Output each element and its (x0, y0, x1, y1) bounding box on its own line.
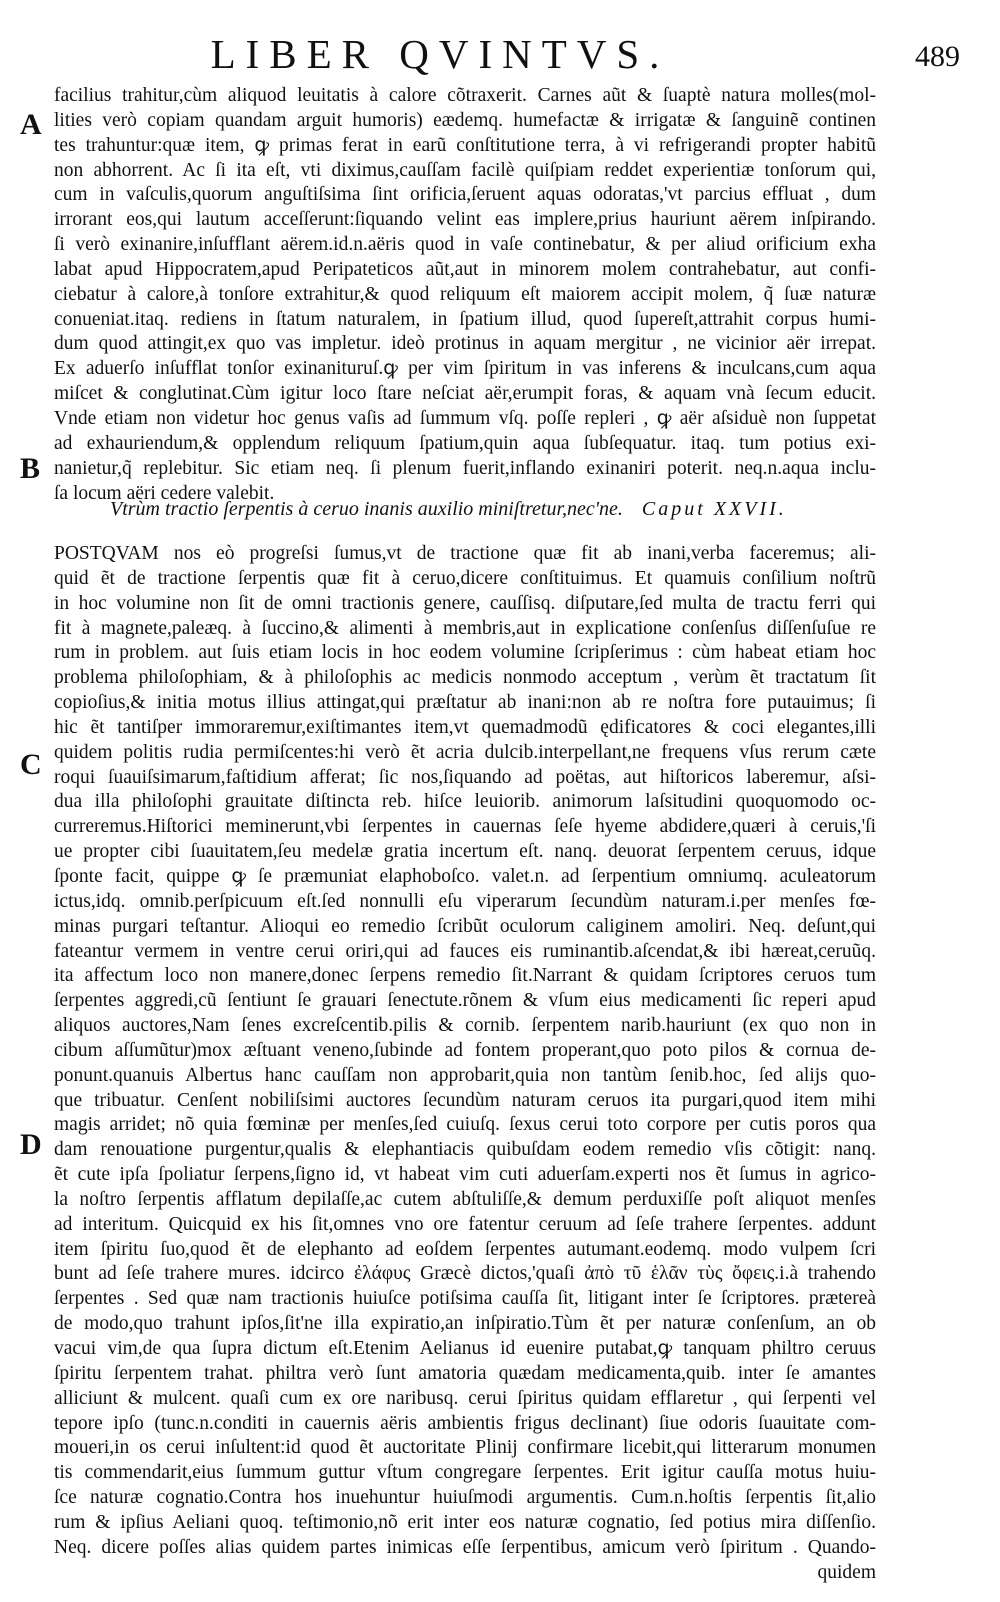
text-line: in hoc volumine non ſit de omni tractionis genere, cauſſisq. diſputare,ſed multa de tractu ferri qui (54, 592, 876, 614)
text-line: cum in vaſculis,quorum anguſtiſsima ſint orificia,ſeruent aquas odoratas,'vt parcius effluat , dum (54, 184, 876, 206)
text-line: POSTQVAM nos eò progreſsi ſumus,vt de tractione quæ fit ab inani,verba faceremus; ali- (54, 543, 876, 564)
text-line: facilius trahitur,cùm aliquod leuitatis à calore cõtraxerit. Carnes aũt & ſuaptè natura molles(mol- (54, 85, 876, 106)
text-line: conueniat.itaq. rediens in ſtatum naturalem, in ſpatium illud, quod ſupereſt,attrahit corpus humi- (54, 308, 876, 330)
text-line: ſi verò exinanire,inſufflant aërem.id.n.aëris quod in vaſe continebatur, & per aliud orificium exha (54, 234, 876, 256)
text-line: ita affectum loco non manere,donec ſerpens remedio ſit.Narrant & quidam ſcriptores ceruos tum (54, 965, 876, 987)
text-line: quid ẽt de tractione ſerpentis quæ fit à ceruo,dicere conſtituimus. Et quamuis conſilium noſtrũ (54, 567, 876, 589)
text-line: moueri,in os cerui inſultent:id quod ẽt auctoritate Plinij confirmare licebit,qui litterarum monumen (54, 1437, 876, 1459)
text-line: non abhorrent. Ac ſi ita eſt, vti diximus,cauſſam facilè quiſpiam reddet experientiæ tonſorum qui, (54, 159, 876, 181)
text-line: curreremus.Hiſtorici meminerunt,vbi ſerpentes in cauernas ſeſe hyeme abdidere,quæri à ceruis,'ſi (54, 816, 876, 838)
text-line: Ex aduerſo inſufflat tonſor exinanituruſ.ꝙ per vim ſpiritum in vas inferens & inculcans,cum aqua (54, 358, 876, 380)
text-line: ſa locum aëri cedere valebit. (54, 482, 275, 504)
text-line: minas purgari teſtantur. Alioqui eo remedio ſcribũt oculorum caliginem amoliri. Neq. deſunt,qui (54, 915, 876, 937)
catchword: quidem (817, 1561, 876, 1583)
text-line: labat apud Hippocratem,apud Peripateticos aũt,aut in minorem molem contrahebatur, aut confi- (54, 258, 876, 280)
text-line: cibum aſſumũtur)mox æſtuant veneno,ſubinde ad fontem properant,quo poto pilos & cornua de- (54, 1039, 876, 1061)
text-line: copioſius,& initia motus illius attingat,qui præſtatur ab inani:non ab re noſtra fore putauimus; ſi (54, 692, 876, 714)
text-line: fateantur vermem in ventre cerui oriri,qui ad fauces eis ruminantib.aſcendat,& ibi hæreat,ceruũq. (54, 940, 876, 962)
text-line: lities verò copiam quandam arguit humoris) eædemq. humefactæ & irrigatæ & ſanguinẽ continen (54, 109, 876, 131)
text-line: Neq. dicere poſſes alias quidem partes inimicas eſſe ſerpentibus, amicum verò ſpiritum . Quando- (54, 1536, 876, 1558)
chapter-heading (110, 498, 910, 521)
text-line: dum quod attingit,ex quo vas impletur. ideò protinus in aquam mergitur , ne vicinior aër irrepat. (54, 333, 876, 355)
section-2-text (54, 542, 876, 1585)
text-line: ue propter cibi ſuauitatem,ſeu medelæ gratia incertum eſt. nanq. deuorat ſerpentem ceruus, idque (54, 841, 876, 863)
text-line: dua illa philoſophi grauitate diſtincta reb. hiſce leuiorib. animorum laſsitudini quoquomodo oc- (54, 791, 876, 813)
running-head: LIBER QVINTVS. (210, 31, 670, 77)
margin-letter-a: A (20, 108, 42, 141)
text-line: nanietur,q̃ replebitur. Sic etiam neq. ſi plenum fuerit,inflando exinaniri poterit. neq.n.aqua inclu- (54, 457, 876, 479)
text-line: tes trahuntur:quæ item, ꝙ primas ferat in earũ conſtitutione terra, à vi refrigerandi propter habitũ (54, 134, 876, 156)
text-line: aliquos auctores,Nam ſenes excreſcentib.pilis & cornib. ſerpentem narib.hauriunt (ex quo non in (54, 1015, 876, 1037)
text-line: tepore ipſo (tunc.n.conditi in cauernis aëris ambientis frigus declinant) ſiue odoris ſuauitate com- (54, 1412, 876, 1434)
text-line: magis arridet; nõ quia fœminæ per menſes,ſed cuiuſq. ſexus cerui toto corpore per cutis poros qua (54, 1114, 876, 1136)
text-line: rum & ipſius Aeliani quoq. teſtimonio,nõ erit inter eos naturæ cognatio, ſed potius mira diſſenſio. (54, 1511, 876, 1533)
text-line: ad exhauriendum,& opplendum reliquum ſpatium,quin aqua ſubſequatur. itaq. tum potius exi- (54, 432, 876, 454)
text-line: que tribuatur. Cenſent nobiliſsimi auctores ſecundùm naturam ceruos ita purgari,quod item mihi (54, 1089, 876, 1111)
text-line: ſerpentes aggredi,cũ ſentiunt ſe grauari ſenectute.rõnem & vſum eius medicamenti ſic reperi apud (54, 990, 876, 1012)
text-line: ẽt cute ipſa ſpoliatur ſerpens,ſigno id, vt habeat vim cuti aduerſam.experti nos ẽt ſumus in agrico- (54, 1164, 876, 1186)
text-line: alliciunt & mulcent. quaſi cum ex ore naribusq. cerui ſpiritus quidam efflaretur , qui ſerpenti vel (54, 1387, 876, 1409)
chapter-title: Vtrùm tractio ſerpentis à ceruo inanis auxilio miniſtretur,nec'ne. (110, 498, 623, 520)
text-line: bunt ad ſeſe trahere mures. idcirco ἐλάφυς Græcè dictos,'quaſi ἀπὸ τῦ ἑλᾶν τὺς ὄφεις.i.à trahendo (54, 1263, 876, 1285)
text-line: ad interitum. Quicquid ex his ſit,omnes vno ore fatentur ceruum ad ſeſe trahere ſerpentes. addunt (54, 1213, 876, 1235)
text-line: vacui vim,de qua ſupra dictum eſt.Etenim Aelianus id euenire putabat,ꝙ tanquam philtro ceruus (54, 1338, 876, 1359)
text-line: rum in problem. aut ſuis etiam locis in hoc eodem volumine ſcripſerimus : cùm habeat etiam hoc (54, 642, 876, 664)
text-line: fit à magnete,paleæq. à ſuccino,& alimenti à membris,aut in explicatione conſenſus diſſenſuſue re (54, 617, 876, 639)
text-line: ictus,idq. omnib.perſpicuum eſt.ſed nonnulli eſu viperarum ſecundùm naturam.i.per menſes fœ- (54, 890, 876, 912)
text-line: la noſtro ſerpentis afflatum depilaſſe,ac cutem abſtuliſſe,& demum perduxiſſe poſt aliquot menſes (54, 1188, 876, 1210)
chapter-caput: Caput XXVII. (641, 498, 787, 520)
text-line: ſponte facit, quippe ꝙ ſe præmuniat elaphoboſco. valet.n. ad ſerpentium omniumq. aculeatorum (54, 865, 876, 887)
text-line: de modo,quo trahunt ipſos,ſit'ne illa expiratio,an inſpiratio.Tùm ẽt per naturæ conſenſum, an ob (54, 1313, 876, 1335)
section-1-text (54, 84, 876, 506)
page-number: 489 (915, 40, 960, 73)
text-line: tis commendarit,eius ſummum guttur vſtum congregare ſerpentes. Erit igitur cauſſa motus huiu- (54, 1462, 876, 1484)
text-line: ſce naturæ cognatio.Contra hos inuehuntur huiuſmodi argumentis. Cum.n.hoſtis ſerpentis ſit,alio (54, 1487, 876, 1509)
text-line: ponunt.quanuis Albertus hanc cauſſam non approbarit,quia non tantùm ſenib.hoc, ſed alijs quo- (54, 1064, 876, 1086)
text-line: roqui ſuauiſsimarum,faſtidium afferat; ſic nos,ſiquando ad poëtas, aut hiſtoricos laberemur, aſsi- (54, 766, 876, 788)
text-line: Vnde etiam non videtur hoc genus vaſis ad ſummum vſq. poſſe repleri , ꝙ aër aſsiduè non ſuppetat (54, 407, 876, 429)
text-line: item ſpiritu ſuo,quod ẽt de elephanto ad eoſdem ſerpentes autumant.eodemq. modo vulpem ſcri (54, 1238, 876, 1260)
text-line: irrorant eos,qui lautum acceſſerunt:ſiquando velint eas implere,prius hauriunt aërem inſpirando. (54, 209, 876, 231)
text-line: quidem politis rudia permiſcentes:hi verò ẽt acria dulcib.interpellant,ne frequens vſus rerum cæte (54, 741, 876, 763)
text-line: hic ẽt tantiſper immoraremur,exiſtimantes item,vt quemadmodũ ędificatores & coci elegantes,illi (54, 716, 876, 738)
margin-letter-b: B (20, 452, 41, 485)
text-line: ſerpentes . Sed quæ nam tractionis huiuſce potiſsima cauſſa ſit, litigant inter ſe ſcriptores. prætereà (54, 1288, 876, 1310)
text-line: ſpiritu ſerpentem trahat. philtra verò ſunt amatoria quædam medicamenta,quib. inter ſe amantes (54, 1362, 876, 1384)
text-line: dam renouatione purgentur,qualis & elephantiacis quibuſdam eodem remedio vſis cõtigit: nanq. (54, 1139, 876, 1161)
text-line: miſcet & conglutinat.Cùm igitur loco ſtare neſciat aër,erumpit foras, & aquam vnà ſecum educit. (54, 383, 876, 405)
margin-letter-c: C (20, 748, 42, 781)
text-line: problema philoſophiam, & à philoſophis ac medicis nonmodo acceptum , verùm ẽt tractatum ſit (54, 667, 876, 689)
text-line: ciebatur à calore,à tonſore extrahitur,& quod reliquum eſt maiorem accipit molem, q̃ ſuæ naturæ (54, 283, 876, 305)
margin-letter-d: D (20, 1128, 42, 1161)
